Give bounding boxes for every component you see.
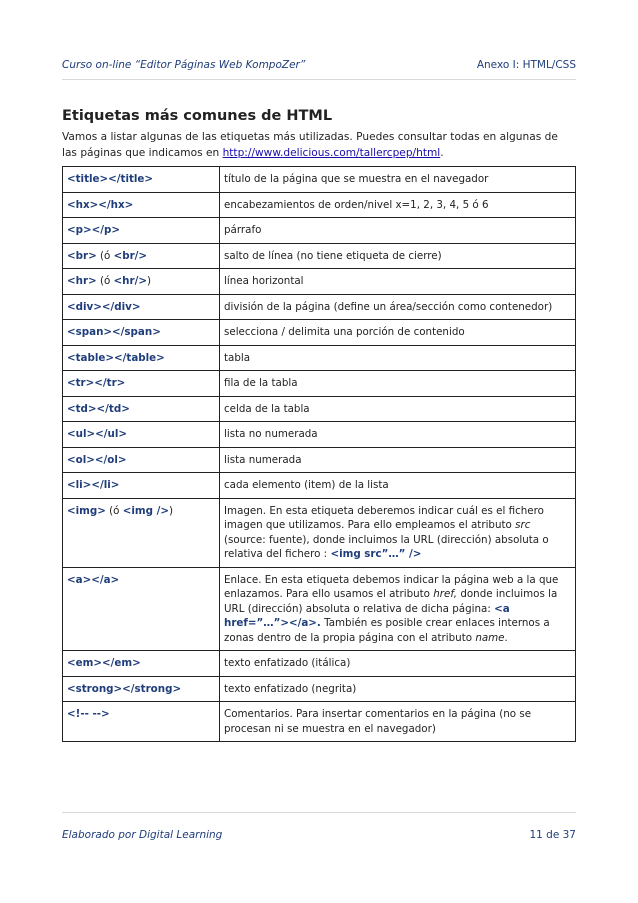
desc-cell: cada elemento (item) de la lista <box>220 473 576 499</box>
table-row <box>63 498 576 567</box>
desc-cell: línea horizontal <box>220 269 576 295</box>
tag-cell: <img> (ó <img />) <box>63 498 220 567</box>
desc-cell: salto de línea (no tiene etiqueta de cierre) <box>220 243 576 269</box>
desc-cell: celda de la tabla <box>220 396 576 422</box>
desc-cell: párrafo <box>220 218 576 244</box>
table-row <box>63 396 576 422</box>
table-row <box>63 676 576 702</box>
tag-cell: <a></a> <box>63 567 220 651</box>
table-row <box>63 371 576 397</box>
desc-cell: texto enfatizado (itálica) <box>220 651 576 677</box>
table-row <box>63 243 576 269</box>
desc-cell: Imagen. En esta etiqueta deberemos indicar cuál es el fichero imagen que utilizamos. Para ello empleamos el atributo src (source: fuente), donde incluimos la URL (dirección) absoluta o relativa del fichero : <img src”…” /> <box>220 498 576 567</box>
tag-cell: <title></title> <box>63 167 220 193</box>
tag-cell: <strong></strong> <box>63 676 220 702</box>
footer-credit: Elaborado por Digital Learning <box>62 829 223 841</box>
tag-cell: <ul></ul> <box>63 422 220 448</box>
header-divider <box>62 79 576 80</box>
delicious-link[interactable]: http://www.delicious.com/tallercpep/html <box>222 147 441 159</box>
desc-cell: fila de la tabla <box>220 371 576 397</box>
tag-cell: <tr></tr> <box>63 371 220 397</box>
desc-cell: división de la página (define un área/sección como contenedor) <box>220 294 576 320</box>
table-row <box>63 473 576 499</box>
table-row <box>63 422 576 448</box>
tag-cell: <li></li> <box>63 473 220 499</box>
tag-cell: <em></em> <box>63 651 220 677</box>
tag-cell: <hr> (ó <hr/>) <box>63 269 220 295</box>
tag-cell: <p></p> <box>63 218 220 244</box>
desc-cell: selecciona / delimita una porción de contenido <box>220 320 576 346</box>
table-row <box>63 345 576 371</box>
table-row <box>63 294 576 320</box>
page-number: 11 de 37 <box>529 829 576 841</box>
tag-cell: <table></table> <box>63 345 220 371</box>
tag-cell: <ol></ol> <box>63 447 220 473</box>
table-row <box>63 320 576 346</box>
course-title: Curso on-line “Editor Páginas Web KompoZer” <box>62 59 306 71</box>
table-row <box>63 269 576 295</box>
tag-cell: <td></td> <box>63 396 220 422</box>
table-row <box>63 218 576 244</box>
tag-cell: <!-- --> <box>63 702 220 742</box>
intro-paragraph: Vamos a listar algunas de las etiquetas más utilizadas. Puedes consultar todas en algunas de las páginas que indicamos en http://www.delicious.com/tallercpep/html. <box>62 131 558 159</box>
tag-cell: <span></span> <box>63 320 220 346</box>
desc-cell: texto enfatizado (negrita) <box>220 676 576 702</box>
desc-cell: tabla <box>220 345 576 371</box>
section-title: Etiquetas más comunes de HTML <box>62 108 333 124</box>
table-row <box>63 702 576 742</box>
tag-cell: <br> (ó <br/> <box>63 243 220 269</box>
table-row <box>63 192 576 218</box>
footer-divider <box>62 812 576 813</box>
table-row <box>63 567 576 651</box>
tag-cell: <hx></hx> <box>63 192 220 218</box>
desc-cell: lista no numerada <box>220 422 576 448</box>
desc-cell: lista numerada <box>220 447 576 473</box>
table-row <box>63 651 576 677</box>
table-row <box>63 447 576 473</box>
desc-cell: Comentarios. Para insertar comentarios en la página (no se procesan ni se muestra en el navegador) <box>220 702 576 742</box>
annex-label: Anexo I: HTML/CSS <box>476 59 576 71</box>
tag-cell: <div></div> <box>63 294 220 320</box>
desc-cell: encabezamientos de orden/nivel x=1, 2, 3, 4, 5 ó 6 <box>220 192 576 218</box>
table-row <box>63 167 576 193</box>
desc-cell: Enlace. En esta etiqueta debemos indicar la página web a la que enlazamos. Para ello usamos el atributo href, donde incluimos la URL (dirección) absoluta o relativa de dicha página: <a href=”…”></a>. También es posible crear enlaces internos a zonas dentro de la propia página con el atributo name. <box>220 567 576 651</box>
desc-cell: título de la página que se muestra en el navegador <box>220 167 576 193</box>
html-tags-table <box>62 166 576 742</box>
